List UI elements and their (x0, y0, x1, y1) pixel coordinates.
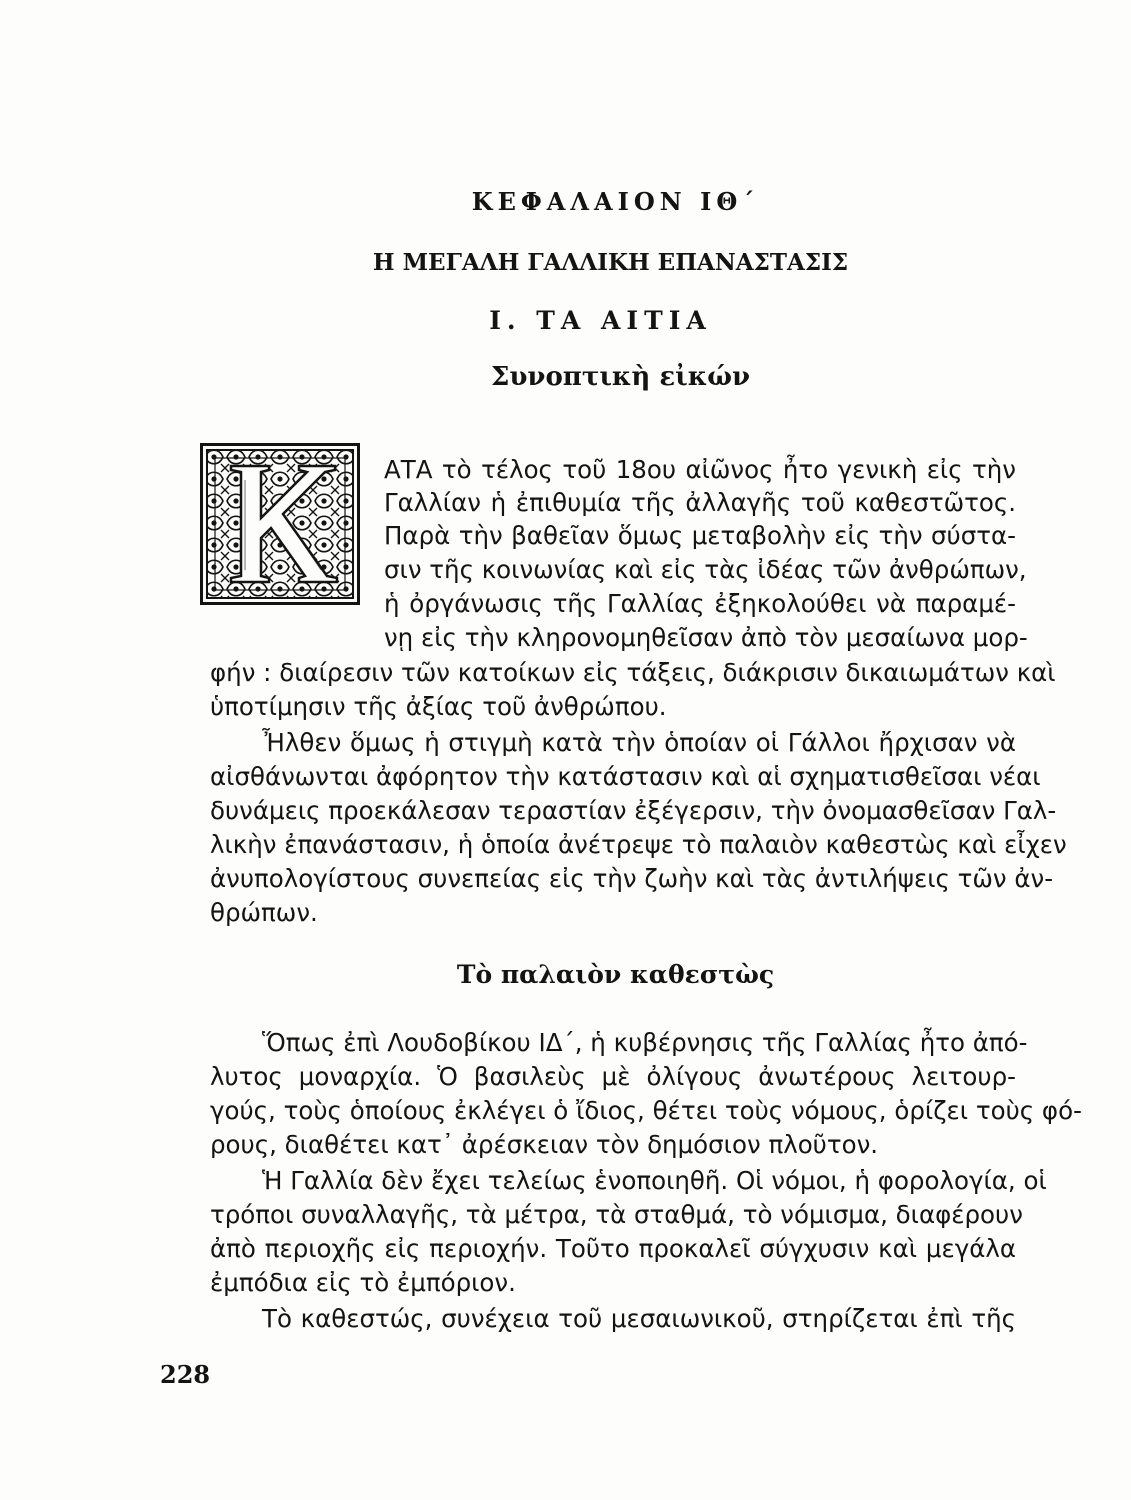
paragraph-2-line: ἀνυπολογίστους συνεπείας εἰς τὴν ζωὴν καὶ τὰς ἀντιλήψεις τῶν ἀν- (210, 864, 1054, 893)
chapter-heading: ΚΕΦΑΛΑΙΟΝ ΙΘ΄ (471, 187, 760, 216)
paragraph-2-line: θρώπων. (210, 898, 318, 927)
paragraph-3-line: ρους, διαθέτει κατ᾽ ἀρέσκειαν τὸν δημόσιον πλοῦτον. (210, 1130, 879, 1159)
paragraph-2-line: λικὴν ἐπανάστασιν, ἡ ὁποία ἀνέτρεψε τὸ παλαιὸν καθεστὼς καὶ εἶχεν (210, 830, 1067, 859)
drop-cap-k-icon (203, 446, 357, 602)
paragraph-4-line: ἐμπόδια εἰς τὸ ἐμπόριον. (210, 1268, 516, 1297)
paragraph-3-line: Ὅπως ἐπὶ Λουδοβίκου ΙΔ΄, ἡ κυβέρνησις τῆς Γαλλίας ἦτο ἀπό- (262, 1028, 1028, 1057)
paragraph-1-line: φήν : διαίρεσιν τῶν κατοίκων εἰς τάξεις, διάκρισιν δικαιωμάτων καὶ (210, 658, 1056, 687)
paragraph-1-line: ΑΤΑ τὸ τέλος τοῦ 18ου αἰῶνος ἦτο γενικὴ εἰς τὴν (384, 455, 1016, 484)
drop-cap-ornament (200, 443, 360, 605)
section-heading: Ι. ΤΑ ΑΙΤΙΑ (489, 306, 712, 335)
paragraph-3-line: λυτος μοναρχία. Ὁ βασιλεὺς μὲ ὀλίγους ἀνωτέρους λειτουρ- (210, 1062, 1016, 1091)
paragraph-3-line: γούς, τοὺς ὁποίους ἐκλέγει ὁ ἴδιος, θέτει τοὺς νόμους, ὁρίζει τοὺς φό- (210, 1096, 1082, 1125)
paragraph-4-line: Ἡ Γαλλία δὲν ἔχει τελείως ἑνοποιηθῆ. Οἱ νόμοι, ἡ φορολογία, οἱ (262, 1166, 1047, 1195)
paragraph-1-line: ἡ ὀργάνωσις τῆς Γαλλίας ἐξηκολούθει νὰ παραμέ- (384, 589, 1016, 618)
subsection-heading-old-regime: Τὸ παλαιὸν καθεστὼς (456, 960, 775, 989)
subsection-heading-overview: Συνοπτικὴ εἰκών (490, 362, 751, 392)
paragraph-2-line: δυνάμεις προεκάλεσαν τεραστίαν ἐξέγερσιν, τὴν ὀνομασθεῖσαν Γαλ- (210, 796, 1057, 825)
paragraph-4-line: τρόποι συναλλαγῆς, τὰ μέτρα, τὰ σταθμά, τὸ νόμισμα, διαφέρουν (210, 1200, 1023, 1229)
paragraph-1-line: Γαλλίαν ἡ ἐπιθυμία τῆς ἀλλαγῆς τοῦ καθεστῶτος. (384, 488, 1016, 517)
paragraph-1-line: ὑποτίμησιν τῆς ἀξίας τοῦ ἀνθρώπου. (210, 692, 667, 721)
chapter-title: Η ΜΕΓΑΛΗ ΓΑΛΛΙΚΗ ΕΠΑΝΑΣΤΑΣΙΣ (372, 249, 849, 276)
paragraph-4-line: ἀπὸ περιοχῆς εἰς περιοχήν. Τοῦτο προκαλεῖ σύγχυσιν καὶ μεγάλα (210, 1234, 1016, 1263)
paragraph-1-line: σιν τῆς κοινωνίας καὶ εἰς τὰς ἰδέας τῶν ἀνθρώπων, (384, 555, 1027, 584)
paragraph-1-line: νῃ εἰς τὴν κληρονομηθεῖσαν ἀπὸ τὸν μεσαίωνα μορ- (384, 623, 1028, 652)
paragraph-1-line: Παρὰ τὴν βαθεῖαν ὅμως μεταβολὴν εἰς τὴν σύστα- (384, 521, 1016, 550)
page-number: 228 (160, 1360, 211, 1389)
paragraph-5-line: Τὸ καθεστώς, συνέχεια τοῦ μεσαιωνικοῦ, στηρίζεται ἐπὶ τῆς (262, 1304, 1016, 1333)
paragraph-2-line: αἰσθάνωνται ἀφόρητον τὴν κατάστασιν καὶ αἱ σχηματισθεῖσαι νέαι (210, 762, 1041, 791)
paragraph-2-line: Ἦλθεν ὅμως ἡ στιγμὴ κατὰ τὴν ὁποίαν οἱ Γάλλοι ἤρχισαν νὰ (262, 728, 1016, 757)
